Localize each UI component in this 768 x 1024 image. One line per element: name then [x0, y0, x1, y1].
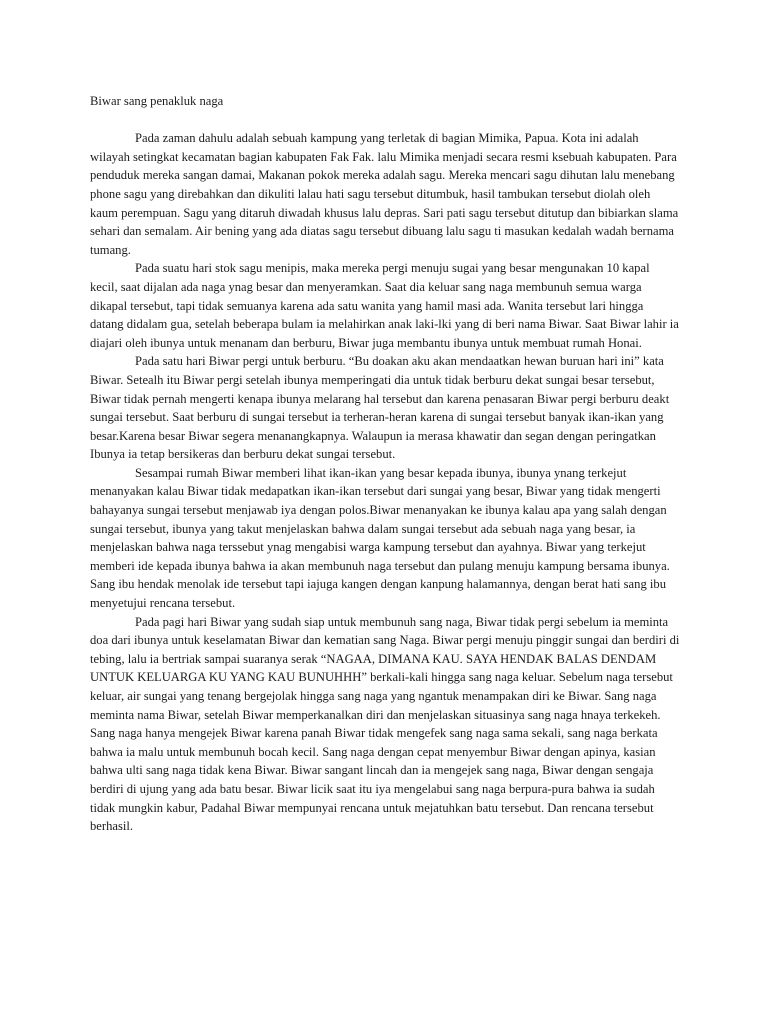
paragraph-3: Pada satu hari Biwar pergi untuk berburu. “Bu doakan aku akan mendaatkan hewan buruan hari ini” kata Biwar. Setealh itu Biwar pergi setelah ibunya memperingati dia untuk tidak berburu dekat sungai besar tersebut, Biwar tidak pernah mengerti kenapa ibunya melarang hal tersebut dan karena penasaran Biwar pergi berburu deakt sungai tersebut. Saat berburu di sungai tersebut ia terheran-heran karena di sungai tersebut banyak ikan-ikan yang besar.Karena besar Biwar segera menanangkapnya. Walaupun ia merasa khawatir dan segan dengan peringatkan Ibunya ia tetap bersikeras dan berburu dekat sungai tersebut.	[90, 354, 670, 462]
paragraph-4: Sesampai rumah Biwar memberi lihat ikan-ikan yang besar kepada ibunya, ibunya ynang terkejut menanyakan kalau Biwar tidak medapatkan ikan-ikan tersebut dari sungai yang besar, Biwar yang tidak mengerti bahayanya sungai tersebut menjawab iya dengan polos.Biwar menanyakan ke ibunya kalau apa yang salah dengan sungai tersebut, ibunya yang takut menjelaskan bahwa dalam sungai tersebut ada sebuah naga yang besar, ia menjelaskan bahwa naga terssebut ynag mengabisi warga kampung tersebut dan ayahnya. Biwar yang terkejut memberi ide kepada ibunya bahwa ia akan membunuh naga tersebut dan pulang menuju kampung bersama ibunya. Sang ibu hendak menolak ide tersebut tapi iajuga kangen dengan kanpung halamannya, dengan berat hati sang ibu menyetujui rencana tersebut.	[90, 465, 670, 611]
paragraph-5: Pada pagi hari Biwar yang sudah siap untuk membunuh sang naga, Biwar tidak pergi sebelum ia meminta doa dari ibunya untuk keselamatan Biwar dan kematian sang Naga. Biwar pergi menuju pinggir sungai dan berdiri di tebing, lalu ia bertriak sampai suaranya serak “NAGAA, DIMANA KAU. SAYA HENDAK BALAS DENDAM UNTUK KELUARGA KU YANG KAU BUNUHHH” berkali-kali hingga sang naga keluar. Sebelum naga tersebut keluar, air sungai yang tenang bergejolak hingga sang naga yang ngantuk menampakan diri ke Biwar. Sang naga meminta nama Biwar, setelah Biwar memperkanalkan diri dan menjelaskan situasinya sang naga hnaya terkekeh. Sang naga hanya mengejek Biwar karena panah Biwar tidak mengefek sang naga sama sekali, sang naga berkata bahwa ia malu untuk membunuh bocah kecil. Sang naga dengan cepat menyembur Biwar dengan apinya, kasian bahwa ulti sang naga tidak kena Biwar. Biwar sangant lincah dan ia mengejek sang naga, Biwar dengan sengaja berdiri di ujung yang ada batu besar. Biwar licik saat itu iya mengelabui sang naga berpura-pura bahwa ia sudah tidak mungkin kabur, Padahal Biwar mempunyai rencana untuk mejatuhkan batu tersebut. Dan rencana tersebut berhasil.	[90, 614, 680, 834]
paragraph-2: Pada suatu hari stok sagu menipis, maka mereka pergi menuju sugai yang besar mengunakan 10 kapal kecil, saat dijalan ada naga ynag besar dan menyeramkan. Saat dia keluar sang naga membunuh semua warga dikapal tersebut, tapi tidak semuanya karena ada satu wanita yang hamil masi ada. Wanita tersebut lari hingga datang didalam gua, setelah beberapa bulam ia melahirkan anak laki-lki yang di beri nama Biwar. Saat Biwar lahir ia diajari oleh ibunya untuk menanam dan berburu, Biwar juga membantu ibunya untuk membuat rumah Honai.	[90, 261, 679, 350]
document-title: Biwar sang penakluk naga	[90, 94, 224, 108]
document-body	[90, 92, 680, 836]
paragraph-1: Pada zaman dahulu adalah sebuah kampung yang terletak di bagian Mimika, Papua. Kota ini adalah wilayah setingkat kecamatan bagian kabupaten Fak Fak. lalu Mimika menjadi secara resmi ksebuah kabupaten. Para penduduk mereka sangan damai, Makanan pokok mereka adalah sagu. Mereka mencari sagu dihutan lalu menebang phone sagu yang direbahkan dan dikuliti lalau hati sagu tersebut ditumbuk, hasil tambukan tersebut diolah oleh kaum perempuan. Sagu yang ditaruh diwadah khusus lalu depras. Sari pati sagu tersebut ditutup dan bibiarkan slama sehari dan semalam. Air bening yang ada diatas sagu tersebut dibuang lalu sagu ti masukan kedalah wadah bernama tumang.	[90, 131, 679, 257]
